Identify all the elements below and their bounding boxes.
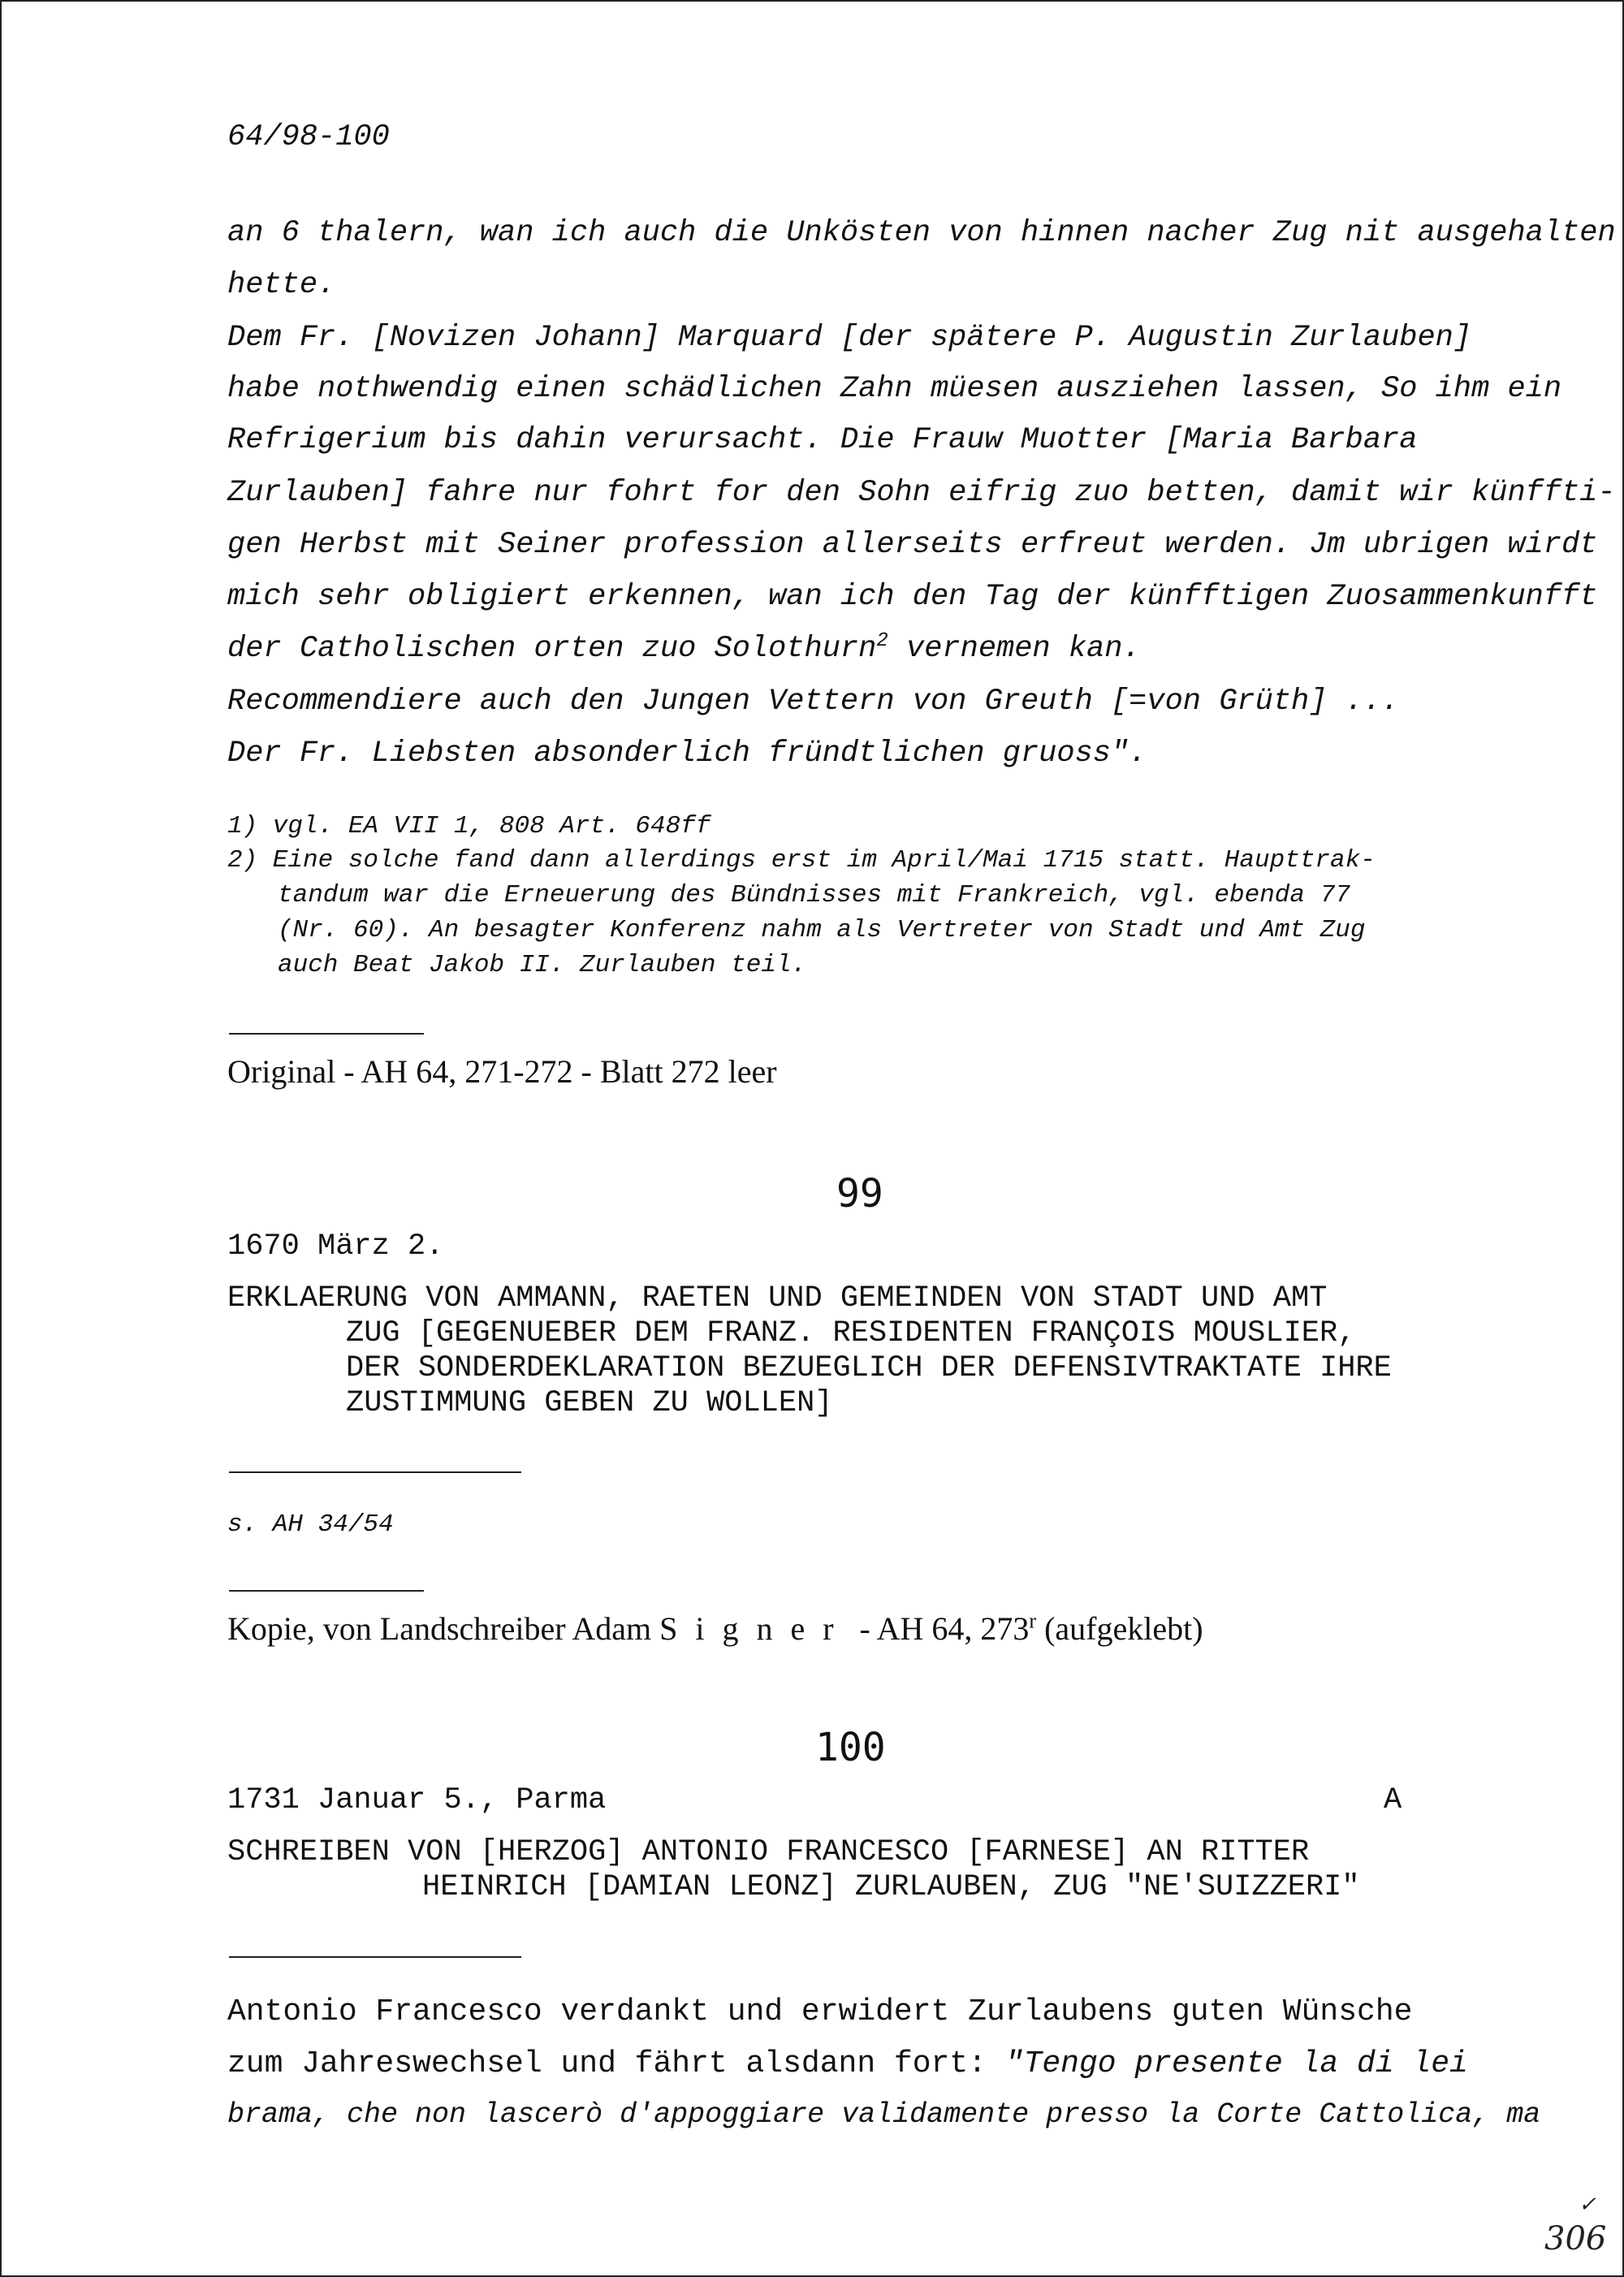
letter-line: Refrigerium bis dahin verursacht. Die Frauw Muotter [Maria Barbara — [227, 423, 1418, 457]
document-number-100: 100 — [815, 1725, 886, 1770]
letter-line: hette. — [227, 268, 336, 302]
summary-quote: "Tengo presente la di lei — [1004, 2046, 1468, 2081]
footnote: tandum war die Erneuerung des Bündnisses mit Frankreich, vgl. ebenda 77 — [278, 881, 1350, 910]
footnote: 2) Eine solche fand dann allerdings erst im April/Mai 1715 statt. Haupttrak- — [227, 846, 1376, 875]
source-original: Original - AH 64, 271-272 - Blatt 272 leer — [227, 1053, 777, 1090]
source-copy-name: Signer — [659, 1610, 852, 1647]
document-title-line: SCHREIBEN VON [HERZOG] ANTONIO FRANCESCO [FARNESE] AN RITTER — [227, 1835, 1310, 1869]
letter-line-text: vernemen kan. — [906, 632, 1141, 666]
source-copy-suffix: (aufgeklebt) — [1044, 1610, 1203, 1647]
footnote: 1) vgl. EA VII 1, 808 Art. 648ff — [227, 812, 711, 840]
letter-line: Zurlauben] fahre nur fohrt for den Sohn eifrig zuo betten, damit wir künffti- — [227, 476, 1616, 510]
document-number-99: 99 — [836, 1171, 883, 1216]
footnote: (Nr. 60). An besagter Konferenz nahm als Vertreter von Stadt und Amt Zug — [278, 916, 1366, 944]
document-title-line: HEINRICH [DAMIAN LEONZ] ZURLAUBEN, ZUG "NE'SUIZZERI" — [422, 1870, 1360, 1904]
document-title-line: ZUG [GEGENUEBER DEM FRANZ. RESIDENTEN FRANÇOIS MOUSLIER, — [346, 1316, 1356, 1350]
source-copy — [227, 1609, 1203, 1648]
handwritten-page-number: 306 — [1544, 2220, 1607, 2258]
letter-line: Dem Fr. [Novizen Johann] Marquard [der spätere P. Augustin Zurlauben] — [227, 321, 1472, 355]
source-copy-prefix: Kopie, von Landschreiber Adam — [227, 1610, 652, 1647]
letter-line: an 6 thalern, wan ich auch die Unkösten von hinnen nacher Zug nit ausgehalten — [227, 216, 1616, 250]
letter-line: mich sehr obligiert erkennen, wan ich den Tag der künfftigen Zuosammenkunfft — [227, 580, 1598, 614]
letter-line: Recommendiere auch den Jungen Vettern von Greuth [=von Grüth] ... — [227, 685, 1400, 719]
section-rule — [229, 1590, 424, 1592]
letter-line-text: der Catholischen orten zuo Solothurn — [227, 632, 877, 666]
source-copy-superscript: r — [1029, 1609, 1037, 1633]
summary-line: brama, che non lascerò d'appoggiare validamente presso la Corte Cattolica, ma — [227, 2098, 1541, 2131]
document-title-line: ERKLAERUNG VON AMMANN, RAETEN UND GEMEINDEN VON STADT UND AMT — [227, 1281, 1328, 1316]
document-date: 1670 März 2. — [227, 1229, 444, 1264]
footnote-marker: 2 — [876, 629, 888, 652]
source-copy-ref: - AH 64, 273 — [859, 1610, 1030, 1647]
summary-line — [227, 2046, 1468, 2081]
letter-line: Der Fr. Liebsten absonderlich fründtlichen gruoss". — [227, 737, 1147, 771]
page-reference: 64/98-100 — [227, 120, 390, 154]
section-rule — [229, 1033, 424, 1035]
summary-line: Antonio Francesco verdankt und erwidert Zurlaubens guten Wünsche — [227, 1994, 1413, 2029]
document-date: 1731 Januar 5., Parma — [227, 1783, 607, 1817]
letter-line: gen Herbst mit Seiner profession allerseits erfreut werden. Jm ubrigen wirdt — [227, 528, 1598, 562]
document-title-line: DER SONDERDEKLARATION BEZUEGLICH DER DEFENSIVTRAKTATE IHRE — [346, 1351, 1392, 1385]
section-rule — [229, 1956, 521, 1958]
letter-line — [227, 629, 1141, 666]
document-marker: A — [1384, 1783, 1402, 1817]
document-title-line: ZUSTIMMUNG GEBEN ZU WOLLEN] — [346, 1386, 833, 1420]
footnote: auch Beat Jakob II. Zurlauben teil. — [278, 951, 807, 979]
check-mark: ✓ — [1579, 2193, 1596, 2217]
letter-line: habe nothwendig einen schädlichen Zahn müesen ausziehen lassen, So ihm ein — [227, 372, 1562, 406]
section-rule — [229, 1471, 521, 1473]
archive-reference: s. AH 34/54 — [227, 1510, 394, 1539]
summary-text: zum Jahreswechsel und fährt alsdann fort: — [227, 2046, 987, 2081]
